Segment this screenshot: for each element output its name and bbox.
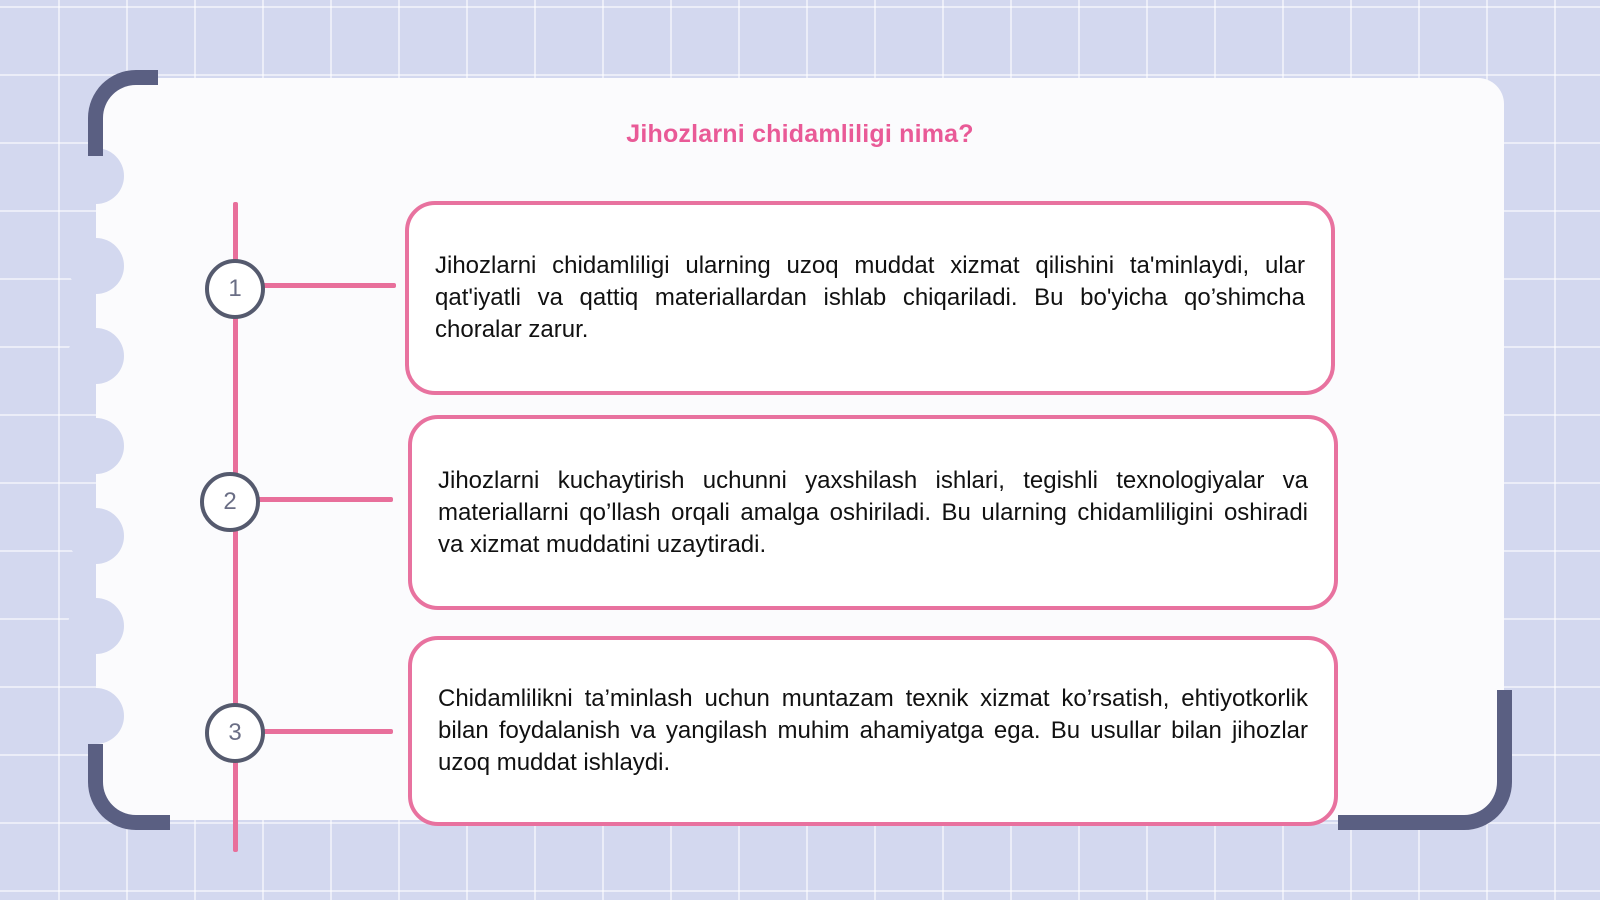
binder-hole <box>68 148 124 204</box>
step-number-badge: 2 <box>200 472 260 532</box>
info-card-text: Jihozlarni kuchaytirish uchunni yaxshilash ishlari, tegishli texnologiyalar va materiallarni qo’llash orqali amalga oshiriladi. Bu ularning chidamliligini oshiradi va xizmat muddatini uzaytiradi. <box>438 466 1308 558</box>
binder-hole <box>68 598 124 654</box>
corner-bracket-bottom-right <box>1338 690 1512 830</box>
timeline-connector <box>262 729 393 734</box>
binder-hole <box>68 328 124 384</box>
binder-hole <box>68 238 124 294</box>
binder-hole <box>68 508 124 564</box>
info-card <box>408 636 1338 826</box>
timeline-connector <box>258 497 393 502</box>
corner-bracket-top-left <box>88 70 158 156</box>
binder-hole <box>68 418 124 474</box>
info-card <box>408 415 1338 610</box>
corner-bracket-bottom-left <box>88 744 170 830</box>
slide-title: Jihozlarni chidamliligi nima? <box>626 120 974 148</box>
info-card-text: Jihozlarni chidamliligi ularning uzoq muddat xizmat qilishini ta'minlaydi, ular qat'iyatli va qattiq materiallardan ishlab chiqariladi. Bu bo'yicha qo’shimcha choralar zarur. <box>435 252 1305 343</box>
step-number-badge: 3 <box>205 703 265 763</box>
timeline-connector <box>262 283 396 288</box>
binder-hole <box>68 688 124 744</box>
info-card-text: Chidamlilikni ta’minlash uchun muntazam texnik xizmat ko’rsatish, ehtiyotkorlik bilan foydalanish va yangilash muhim ahamiyatga ega. Bu usullar bilan jihozlar uzoq muddat ishlaydi. <box>438 685 1308 776</box>
step-number-badge: 1 <box>205 259 265 319</box>
info-card <box>405 201 1335 395</box>
